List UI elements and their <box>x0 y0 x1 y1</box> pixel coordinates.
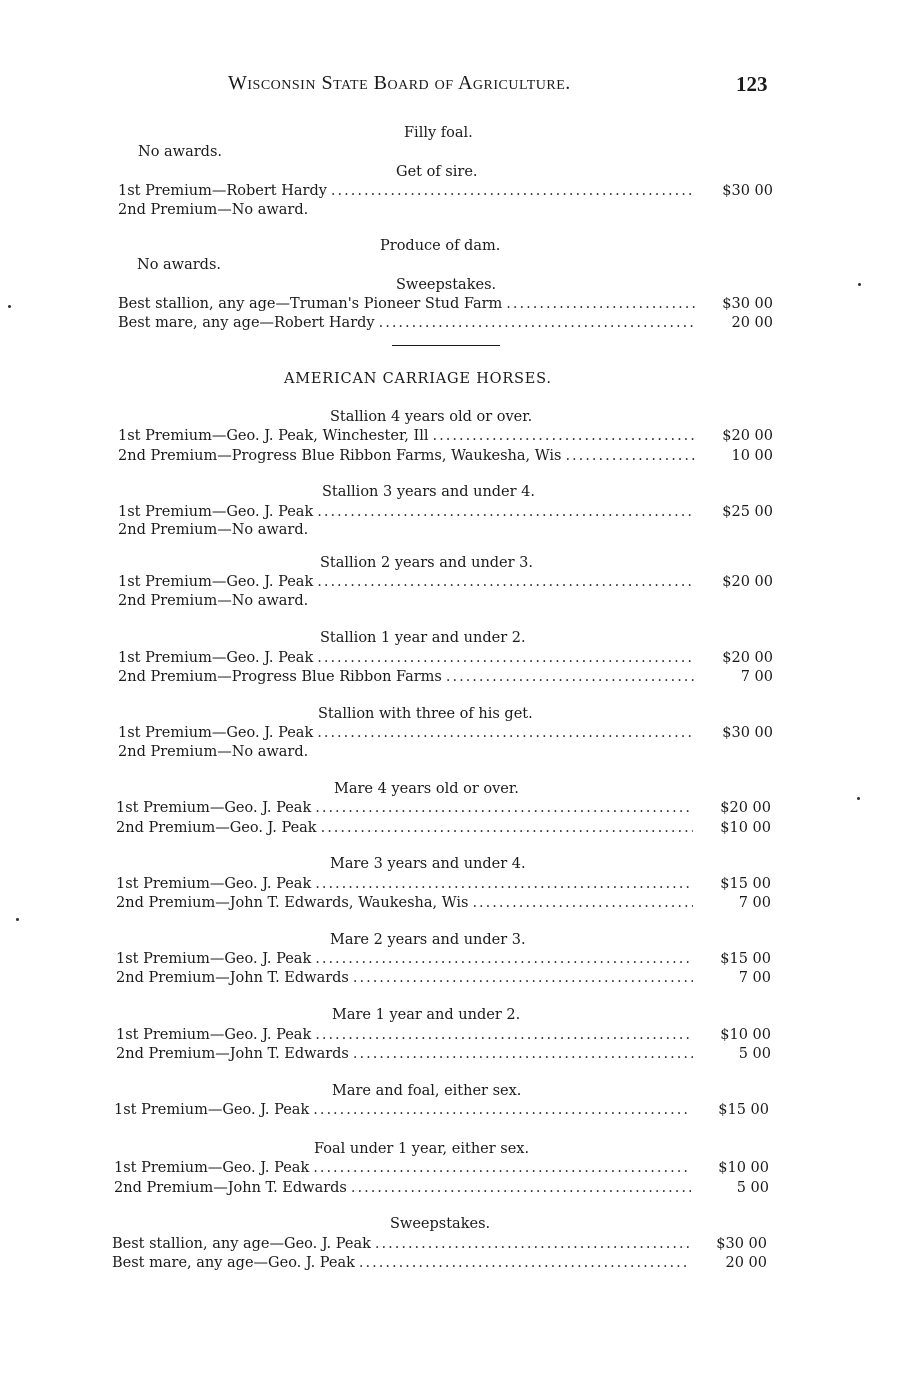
award-amount: $20 00 <box>722 428 773 444</box>
award-line <box>118 744 773 762</box>
award-recipient: 1st Premium—Geo. J. Peak <box>116 876 312 892</box>
dot-leader <box>321 820 693 836</box>
dot-leader <box>375 1236 689 1252</box>
class-heading: Mare 1 year and under 2. <box>332 1007 521 1023</box>
dot-leader <box>351 1180 691 1196</box>
dot-leader <box>446 669 695 685</box>
class-heading: Stallion with three of his get. <box>318 706 533 722</box>
award-recipient: 1st Premium—Geo. J. Peak <box>118 504 314 520</box>
no-awards-note: No awards. <box>137 257 221 273</box>
section-title: AMERICAN CARRIAGE HORSES. <box>284 371 552 387</box>
dot-leader <box>317 504 695 520</box>
class-heading: Sweepstakes. <box>390 1216 491 1232</box>
award-line <box>112 1236 767 1254</box>
award-amount: $10 00 <box>720 1027 771 1043</box>
award-recipient: 2nd Premium—Geo. J. Peak <box>116 820 317 836</box>
class-heading: Mare 4 years old or over. <box>334 781 519 797</box>
dot-leader <box>506 296 695 312</box>
award-recipient: 2nd Premium—John T. Edwards <box>114 1180 347 1196</box>
award-recipient: Best mare, any age—Geo. J. Peak <box>112 1255 355 1271</box>
dot-leader <box>313 1102 691 1118</box>
dot-leader <box>331 183 695 199</box>
award-amount: 7 00 <box>740 669 773 685</box>
award-recipient: 2nd Premium—No award. <box>118 522 309 538</box>
award-line <box>112 1255 767 1273</box>
award-line <box>116 876 771 894</box>
award-line <box>114 1102 769 1120</box>
award-recipient: Best stallion, any age—Truman's Pioneer Stud Farm <box>118 296 503 312</box>
award-line <box>116 895 771 913</box>
dot-leader <box>472 895 693 911</box>
award-line <box>118 593 773 611</box>
class-heading: Stallion 1 year and under 2. <box>320 630 526 646</box>
class-heading: Foal under 1 year, either sex. <box>314 1141 530 1157</box>
dot-leader <box>353 1046 693 1062</box>
award-amount: 5 00 <box>736 1180 769 1196</box>
award-recipient: 2nd Premium—No award. <box>118 593 309 609</box>
class-heading: Produce of dam. <box>380 238 501 254</box>
dot-leader <box>317 650 695 666</box>
award-amount: $10 00 <box>718 1160 769 1176</box>
dot-leader <box>433 428 695 444</box>
award-line <box>118 650 773 668</box>
award-line <box>118 448 773 466</box>
class-heading: Mare 3 years and under 4. <box>330 856 526 872</box>
award-recipient: 1st Premium—Geo. J. Peak <box>116 1027 312 1043</box>
dot-leader <box>317 574 695 590</box>
award-recipient: 1st Premium—Geo. J. Peak <box>118 650 314 666</box>
award-amount: $20 00 <box>722 650 773 666</box>
award-recipient: 2nd Premium—John T. Edwards <box>116 1046 349 1062</box>
award-amount: $20 00 <box>722 574 773 590</box>
award-recipient: 2nd Premium—No award. <box>118 744 309 760</box>
award-line <box>118 202 773 220</box>
award-line <box>114 1180 769 1198</box>
page-number: 123 <box>736 72 768 96</box>
award-line <box>118 315 773 333</box>
award-amount: 10 00 <box>731 448 773 464</box>
dot-leader <box>315 800 693 816</box>
award-line <box>116 820 771 838</box>
award-recipient: 1st Premium—Geo. J. Peak, Winchester, Ill <box>118 428 429 444</box>
award-line <box>118 522 773 540</box>
award-amount: 7 00 <box>738 970 771 986</box>
award-amount: $20 00 <box>720 800 771 816</box>
scan-speck <box>8 305 11 308</box>
dot-leader <box>313 1160 691 1176</box>
award-amount: 7 00 <box>738 895 771 911</box>
class-heading: Get of sire. <box>396 164 478 180</box>
award-amount: $15 00 <box>720 876 771 892</box>
award-recipient: 2nd Premium—John T. Edwards <box>116 970 349 986</box>
award-amount: $30 00 <box>722 183 773 199</box>
award-line <box>118 574 773 592</box>
award-amount: $25 00 <box>722 504 773 520</box>
award-amount: $15 00 <box>718 1102 769 1118</box>
award-recipient: 2nd Premium—No award. <box>118 202 309 218</box>
class-heading: Stallion 3 years and under 4. <box>322 484 536 500</box>
award-amount: $30 00 <box>716 1236 767 1252</box>
award-recipient: Best mare, any age—Robert Hardy <box>118 315 375 331</box>
award-line <box>118 669 773 687</box>
class-heading: Mare and foal, either sex. <box>332 1083 522 1099</box>
award-line <box>118 296 773 314</box>
scan-speck <box>858 283 861 286</box>
dot-leader <box>353 970 693 986</box>
award-recipient: 1st Premium—Geo. J. Peak <box>114 1160 310 1176</box>
award-recipient: 1st Premium—Geo. J. Peak <box>118 574 314 590</box>
class-heading: Stallion 2 years and under 3. <box>320 555 534 571</box>
award-line <box>116 1027 771 1045</box>
scan-speck <box>857 797 860 800</box>
dot-leader <box>379 315 695 331</box>
class-heading: Stallion 4 years old or over. <box>330 409 533 425</box>
award-amount: $30 00 <box>722 725 773 741</box>
award-line <box>118 183 773 201</box>
award-line <box>118 504 773 522</box>
award-line <box>118 725 773 743</box>
award-line <box>116 951 771 969</box>
award-amount: 20 00 <box>725 1255 767 1271</box>
award-line <box>116 970 771 988</box>
award-recipient: 2nd Premium—Progress Blue Ribbon Farms, Waukesha, Wis <box>118 448 562 464</box>
award-recipient: 1st Premium—Geo. J. Peak <box>118 725 314 741</box>
dot-leader <box>315 1027 693 1043</box>
award-line <box>116 800 771 818</box>
class-heading: Mare 2 years and under 3. <box>330 932 526 948</box>
scan-speck <box>16 918 19 921</box>
section-divider <box>392 345 500 346</box>
award-recipient: Best stallion, any age—Geo. J. Peak <box>112 1236 371 1252</box>
award-amount: 20 00 <box>731 315 773 331</box>
dot-leader <box>565 448 695 464</box>
award-recipient: 1st Premium—Geo. J. Peak <box>114 1102 310 1118</box>
award-recipient: 1st Premium—Geo. J. Peak <box>116 800 312 816</box>
award-amount: $30 00 <box>722 296 773 312</box>
dot-leader <box>359 1255 689 1271</box>
running-title: Wisconsin State Board of Agriculture. <box>228 72 571 94</box>
class-heading: Sweepstakes. <box>396 277 497 293</box>
award-line <box>116 1046 771 1064</box>
award-line <box>118 428 773 446</box>
award-amount: 5 00 <box>738 1046 771 1062</box>
award-recipient: 1st Premium—Geo. J. Peak <box>116 951 312 967</box>
award-recipient: 1st Premium—Robert Hardy <box>118 183 327 199</box>
award-amount: $10 00 <box>720 820 771 836</box>
award-recipient: 2nd Premium—John T. Edwards, Waukesha, Wis <box>116 895 469 911</box>
dot-leader <box>317 725 695 741</box>
class-heading: Filly foal. <box>404 125 473 141</box>
dot-leader <box>315 951 693 967</box>
award-recipient: 2nd Premium—Progress Blue Ribbon Farms <box>118 669 442 685</box>
award-amount: $15 00 <box>720 951 771 967</box>
award-line <box>114 1160 769 1178</box>
dot-leader <box>315 876 693 892</box>
no-awards-note: No awards. <box>138 144 222 160</box>
